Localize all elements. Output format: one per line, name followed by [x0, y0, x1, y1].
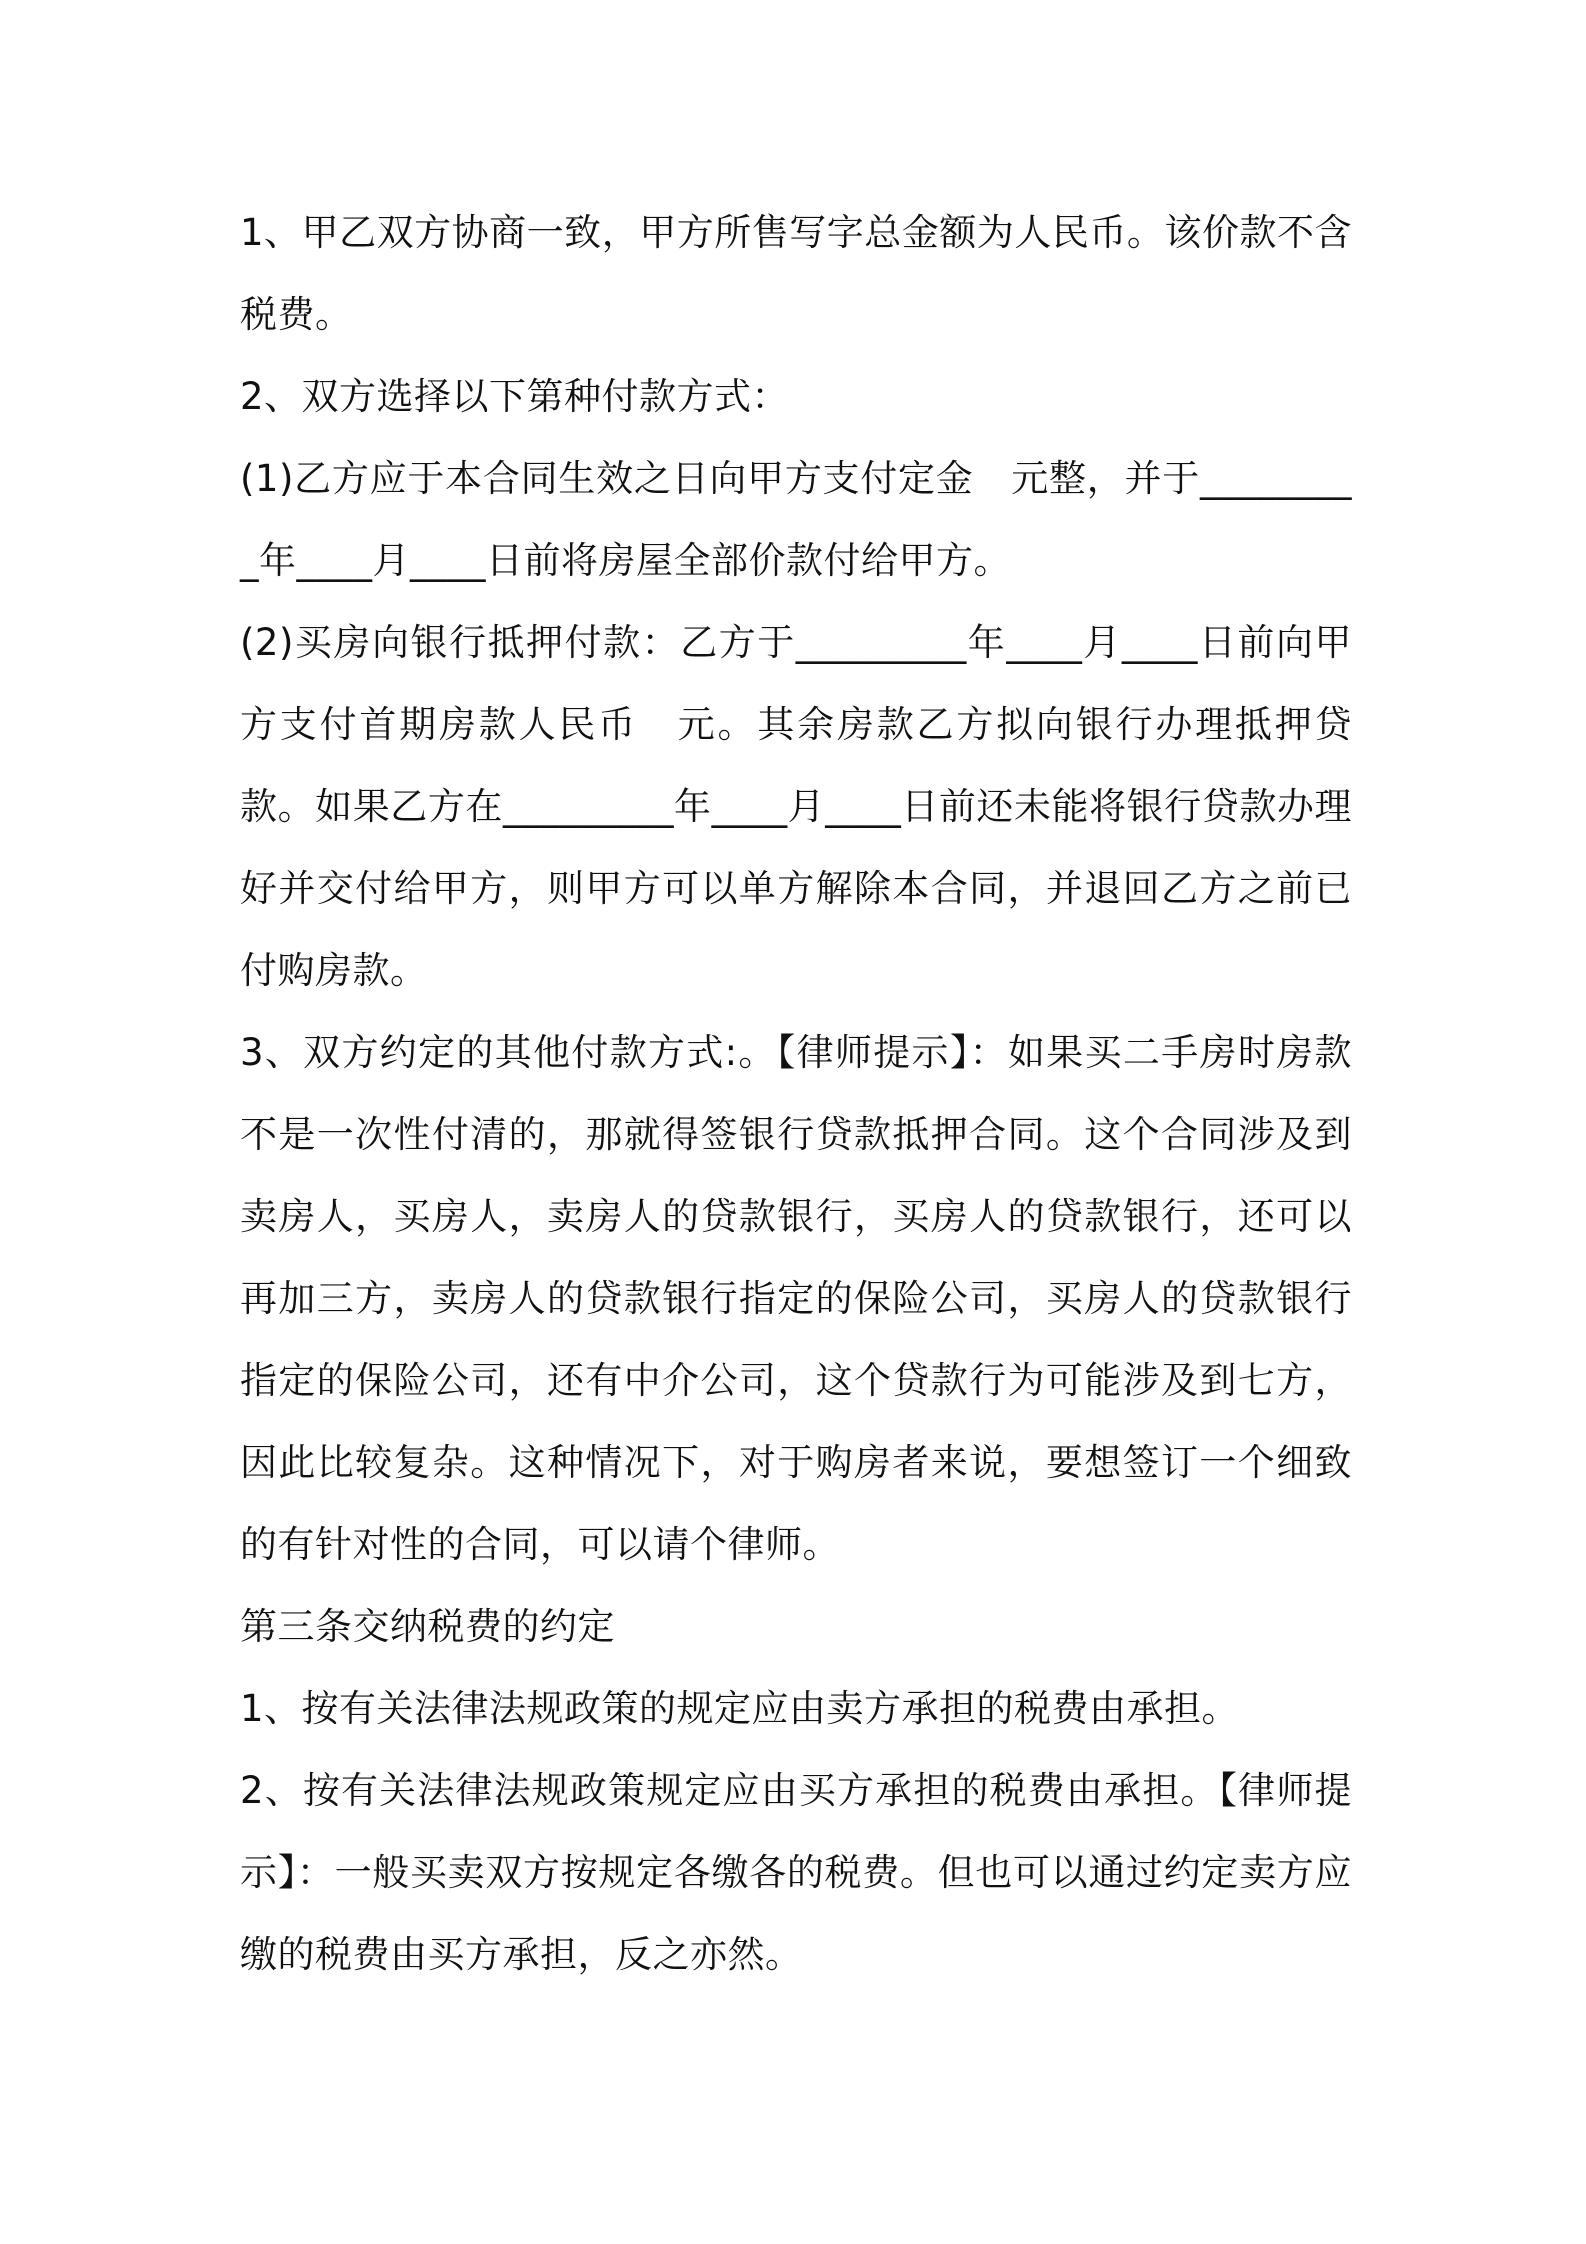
- document-body: [240, 192, 1352, 1996]
- clause-1-price: 1、甲乙双方协商一致，甲方所售写字总金额为人民币。该价款不含税费。: [240, 211, 1352, 336]
- clause-3-other-payment: 3、双方约定的其他付款方式:。【律师提示】：如果买二手房时房款不是一次性付清的，那就得签银行贷款抵押合同。这个合同涉及到卖房人，买房人，卖房人的贷款银行，买房人的贷款银行，还可以再加三方，卖房人的贷款银行指定的保险公司，买房人的贷款银行指定的保险公司，还有中介公司，这个贷款行为可能涉及到七方，因此比较复杂。这种情况下，对于购房者来说，要想签订一个细致的有针对性的合同，可以请个律师。: [240, 1031, 1352, 1566]
- clause-2-option-1: (1)乙方应于本合同生效之日向甲方支付定金 元整，并于_________年____月____日前将房屋全部价款付给甲方。: [240, 457, 1352, 582]
- section-heading-taxes: 第三条交纳税费的约定: [240, 1605, 615, 1648]
- clause-2-payment-method: 2、双方选择以下第种付款方式：: [240, 375, 790, 418]
- clause-2-option-2: (2)买房向银行抵押付款：乙方于_________年____月____日前向甲方支付首期房款人民币 元。其余房款乙方拟向银行办理抵押贷款。如果乙方在_________年____月____日前还未能将银行贷款办理好并交付给甲方，则甲方可以单方解除本合同，并退回乙方之前已付购房款。: [240, 621, 1352, 992]
- tax-clause-2: 2、按有关法律法规政策规定应由买方承担的税费由承担。【律师提示】：一般买卖双方按规定各缴各的税费。但也可以通过约定卖方应缴的税费由买方承担，反之亦然。: [240, 1769, 1352, 1976]
- tax-clause-1: 1、按有关法律法规政策的规定应由卖方承担的税费由承担。: [240, 1687, 1240, 1730]
